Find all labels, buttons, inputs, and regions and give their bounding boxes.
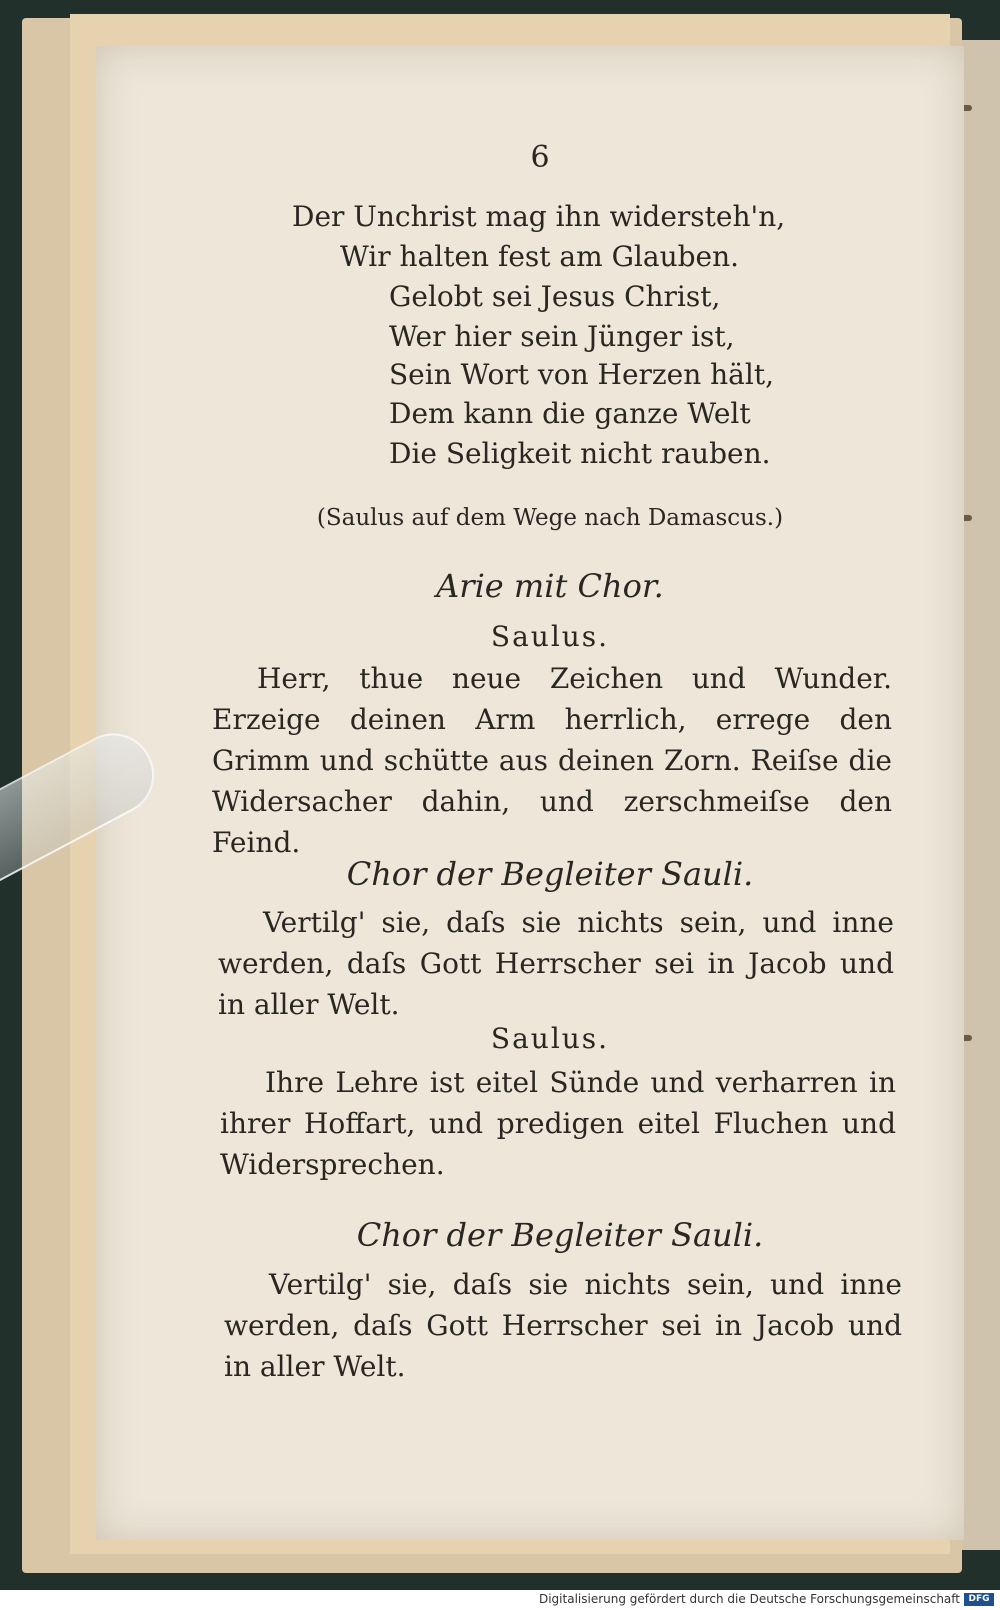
page-number: 6: [530, 140, 550, 175]
verse-line: Gelobt sei Jesus Christ,: [389, 280, 721, 313]
footer-credit: Digitalisierung gefördert durch die Deutsche Forschungsgemeinschaft: [538, 1592, 960, 1606]
paragraph: Herr, thue neue Zeichen und Wunder. Erzeige deinen Arm herrlich, errege den Grimm und schütte aus deinen Zorn. Reiſse die Widersacher dahin, und zerschmeiſse den Feind.: [212, 662, 892, 859]
paragraph: Vertilg' sie, daſs sie nichts sein, und inne werden, daſs Gott Herrscher sei in Jacob und in aller Welt.: [218, 906, 894, 1021]
paragraph: Ihre Lehre ist eitel Sünde und verharren in ihrer Hoffart, und predigen eitel Fluchen und Widersprechen.: [220, 1066, 896, 1181]
verse-line: Wir halten fest am Glauben.: [340, 240, 740, 273]
stage-direction: (Saulus auf dem Wege nach Damascus.): [316, 505, 784, 531]
aria-heading: Arie mit Chor.: [436, 567, 664, 605]
speaker-name: Saulus.: [490, 620, 610, 653]
verse-line: Sein Wort von Herzen hält,: [389, 358, 774, 391]
footer-bar: [0, 1590, 1000, 1610]
paragraph: Vertilg' sie, daſs sie nichts sein, und inne werden, daſs Gott Herrscher sei in Jacob und in aller Welt.: [224, 1268, 902, 1383]
verse-line: Wer hier sein Jünger ist,: [389, 320, 735, 353]
chorus-heading: Chor der Begleiter Sauli.: [356, 1216, 764, 1254]
speaker-name: Saulus.: [490, 1022, 610, 1055]
chorus-heading: Chor der Begleiter Sauli.: [346, 855, 754, 893]
dfg-logo: DFG: [964, 1593, 994, 1606]
verse-line: Die Seligkeit nicht rauben.: [389, 437, 771, 470]
verse-line: Dem kann die ganze Welt: [389, 397, 751, 430]
verse-line: Der Unchrist mag ihn widersteh'n,: [292, 200, 786, 233]
